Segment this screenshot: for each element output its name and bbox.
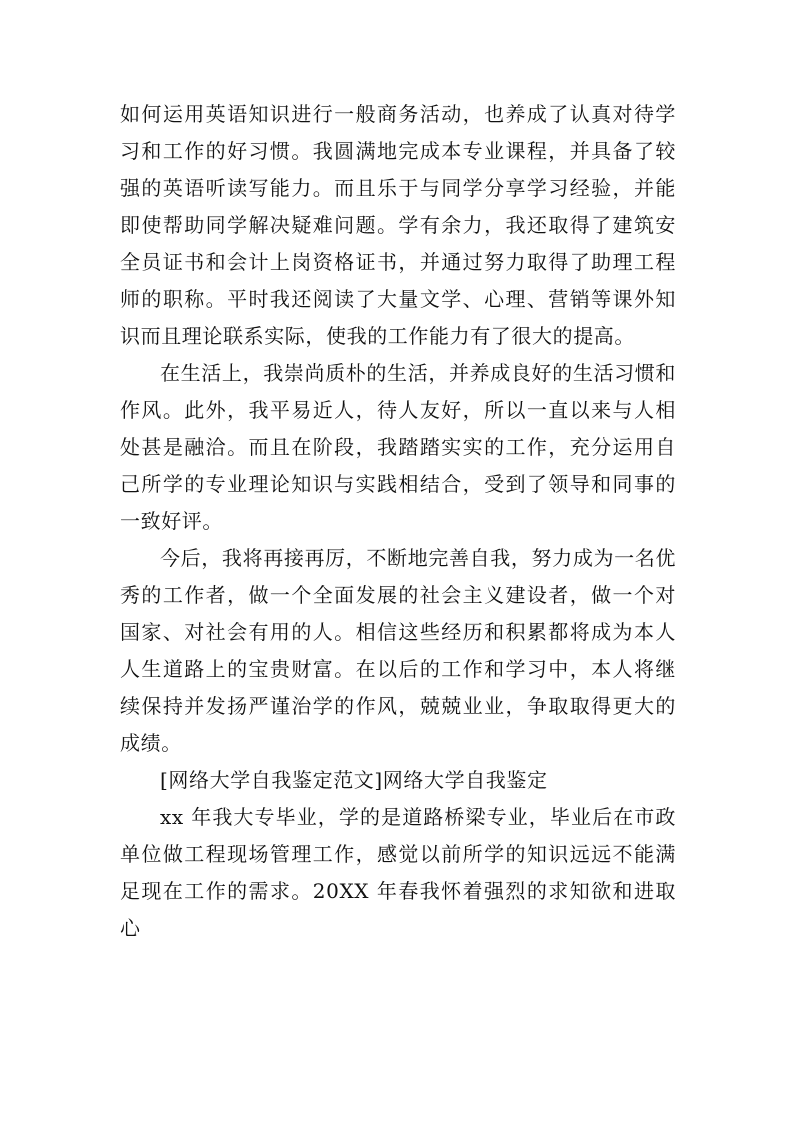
paragraph-background: xx 年我大专毕业，学的是道路桥梁专业，毕业后在市政单位做工程现场管理工作，感觉以前所学的知识远远不能满足现在工作的需求。20XX 年春我怀着强烈的求知欲和进取心 [120,805,676,940]
body-text [120,96,676,947]
paragraph-life: 在生活上，我崇尚质朴的生活，并养成良好的生活习惯和作风。此外，我平易近人，待人友好，所以一直以来与人相处甚是融洽。而且在阶段，我踏踏实实的工作，充分运用自己所学的专业理论知识与实践相结合，受到了领导和同事的一致好评。 [120,361,676,533]
paragraph-future: 今后，我将再接再厉，不断地完善自我，努力成为一名优秀的工作者，做一个全面发展的社会主义建设者，做一个对国家、对社会有用的人。相信这些经历和积累都将成为本人人生道路上的宝贵财富。在以后的工作和学习中，本人将继续保持并发扬严谨治学的作风，兢兢业业，争取取得更大的成绩。 [120,546,676,755]
paragraph-study-skills: 如何运用英语知识进行一般商务活动，也养成了认真对待学习和工作的好习惯。我圆满地完成本专业课程，并具备了较强的英语听读写能力。而且乐于与同学分享学习经验，并能即使帮助同学解决疑难问题。学有余力，我还取得了建筑安全员证书和会计上岗资格证书，并通过努力取得了助理工程师的职称。平时我还阅读了大量文学、心理、营销等课外知识而且理论联系实际，使我的工作能力有了很大的提高。 [120,102,676,348]
section-heading: [网络大学自我鉴定范文]网络大学自我鉴定 [160,768,548,792]
